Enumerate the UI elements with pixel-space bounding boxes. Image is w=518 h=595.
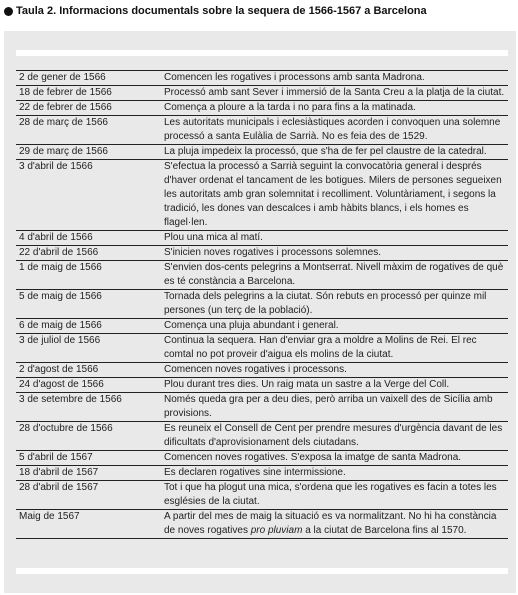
event-text-italic: pro pluviam bbox=[250, 525, 303, 536]
event-cell: S'envien dos-cents pelegrins a Montserrat. Nivell màxim de rogatives de què es té constància a Barcelona. bbox=[164, 262, 504, 287]
event-cell: S'efectua la processó a Sarrià seguint la convocatòria general i després d'haver ordenat el tancament de les botigues. Milers de persones segueixen les autoritats amb gran solemnitat i recolliment. Voluntàriament, i segons la tradició, les dones van descalces i amb hàbits blancs, i els homes es flagel·len. bbox=[164, 161, 502, 228]
date-cell: 2 de gener de 1566 bbox=[19, 72, 106, 83]
event-cell: Plou una mica al matí. bbox=[164, 232, 263, 243]
table-row bbox=[16, 393, 508, 422]
event-cell: Plou durant tres dies. Un raig mata un sastre a la Verge del Coll. bbox=[164, 379, 450, 390]
date-cell: 28 de març de 1566 bbox=[19, 117, 108, 128]
caption-text: Taula 2. Informacions documentals sobre la sequera de 1566-1567 a Barcelona bbox=[16, 5, 427, 17]
table-row bbox=[16, 290, 508, 319]
date-cell: 22 de febrer de 1566 bbox=[19, 102, 112, 113]
table-row bbox=[16, 363, 508, 378]
table-row bbox=[16, 451, 508, 466]
table-row bbox=[16, 334, 508, 363]
table-panel bbox=[4, 31, 516, 593]
table-row bbox=[16, 261, 508, 290]
date-cell: 3 de juliol de 1566 bbox=[19, 335, 101, 346]
date-cell: 28 d'octubre de 1566 bbox=[19, 423, 113, 434]
event-cell: Es declaren rogatives sine intermissione. bbox=[164, 467, 346, 478]
event-cell: Tot i que ha plogut una mica, s'ordena que les rogatives es facin a totes les esglésies de la ciutat. bbox=[164, 482, 497, 507]
event-cell: Tornada dels pelegrins a la ciutat. Són rebuts en processó per quinze mil persones (un terç de la població). bbox=[164, 291, 487, 316]
event-cell: Es reuneix el Consell de Cent per prendre mesures d'urgència davant de les dificultats d'aprovisionament dels ciutadans. bbox=[164, 423, 503, 448]
date-cell: 24 d'agost de 1566 bbox=[19, 379, 104, 390]
event-cell: La pluja impedeix la processó, que s'ha de fer pel claustre de la catedral. bbox=[164, 146, 487, 157]
date-cell: 5 de maig de 1566 bbox=[19, 291, 102, 302]
event-cell: S'inicien noves rogatives i processons solemnes. bbox=[164, 247, 382, 258]
date-cell: 28 d'abril de 1567 bbox=[19, 482, 99, 493]
event-text-end: a la ciutat de Barcelona fins al 1570. bbox=[302, 525, 467, 536]
event-cell: Les autoritats municipals i eclesiàstiques acorden i convoquen una solemne processó a santa Eulàlia de Sarrià. No es feia des de 1529. bbox=[164, 117, 501, 142]
table-row bbox=[16, 319, 508, 334]
table-row bbox=[16, 231, 508, 246]
date-cell: 2 d'agost de 1566 bbox=[19, 364, 99, 375]
event-cell: Comencen les rogatives i processons amb santa Madrona. bbox=[164, 72, 425, 83]
table-row bbox=[16, 481, 508, 510]
event-cell: Processó amb sant Sever i immersió de la Santa Creu a la platja de la ciutat. bbox=[164, 87, 505, 98]
table-row bbox=[16, 116, 508, 145]
event-cell: Continua la sequera. Han d'enviar gra a moldre a Molins de Rei. El rec comtal no pot proveir d'aigua els molins de la ciutat. bbox=[164, 335, 477, 360]
date-cell: 18 de febrer de 1566 bbox=[19, 87, 112, 98]
table-row bbox=[16, 160, 508, 231]
top-divider bbox=[16, 50, 508, 56]
date-cell: 18 d'abril de 1567 bbox=[19, 467, 99, 478]
event-cell: Comencen noves rogatives i processons. bbox=[164, 364, 347, 375]
event-cell: Comença a ploure a la tarda i no para fins a la matinada. bbox=[164, 102, 416, 113]
table-row bbox=[16, 466, 508, 481]
event-cell: Només queda gra per a deu dies, però arriba un vaixell des de Sicília amb provisions. bbox=[164, 394, 493, 419]
date-cell: 3 d'abril de 1566 bbox=[19, 161, 93, 172]
date-cell: 5 d'abril de 1567 bbox=[19, 452, 93, 463]
bottom-divider bbox=[16, 568, 508, 574]
table-row bbox=[16, 246, 508, 261]
bullet-icon bbox=[4, 7, 13, 16]
date-cell: Maig de 1567 bbox=[19, 511, 80, 522]
table-row bbox=[16, 70, 508, 86]
table-row bbox=[16, 510, 508, 539]
chronology-table bbox=[16, 70, 508, 539]
date-cell: 3 de setembre de 1566 bbox=[19, 394, 122, 405]
date-cell: 22 d'abril de 1566 bbox=[19, 247, 99, 258]
table-row bbox=[16, 86, 508, 101]
table-row bbox=[16, 101, 508, 116]
table-row bbox=[16, 145, 508, 160]
date-cell: 29 de març de 1566 bbox=[19, 146, 108, 157]
date-cell: 6 de maig de 1566 bbox=[19, 320, 102, 331]
event-text-start: A partir del mes de maig la situació es va normalitzant. No hi ha constància de noves rogatives bbox=[164, 511, 497, 536]
date-cell: 1 de maig de 1566 bbox=[19, 262, 102, 273]
table-row bbox=[16, 422, 508, 451]
event-cell: Comença una pluja abundant i general. bbox=[164, 320, 339, 331]
date-cell: 4 d'abril de 1566 bbox=[19, 232, 93, 243]
event-cell bbox=[164, 510, 508, 538]
table-row bbox=[16, 378, 508, 393]
event-cell: Comencen noves rogatives. S'exposa la imatge de santa Madrona. bbox=[164, 452, 462, 463]
table-caption bbox=[4, 3, 427, 19]
